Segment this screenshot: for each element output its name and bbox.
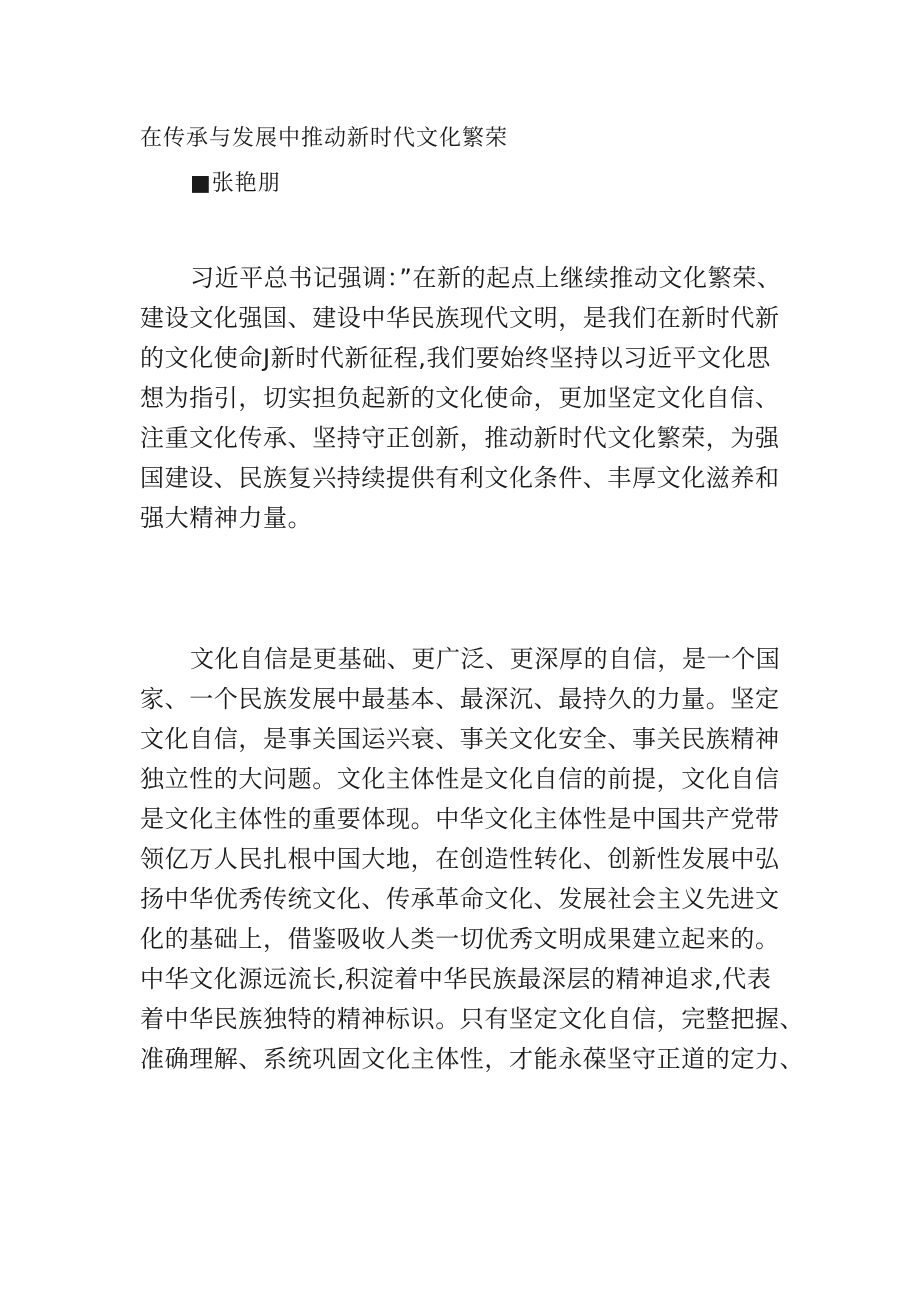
paragraph-line: 独立性的大问题。文化主体性是文化自信的前提，文化自信 xyxy=(140,765,780,793)
paragraph-line: 家、一个民族发展中最基本、最深沉、最持久的力量。坚定 xyxy=(140,685,780,713)
paragraph-line: 文化自信，是事关国运兴衰、事关文化安全、事关民族精神 xyxy=(140,725,780,753)
paragraph-line: 化的基础上，借鉴吸收人类一切优秀文明成果建立起来的。 xyxy=(140,925,780,953)
paragraph-line: 建设文化强国、建设中华民族现代文明，是我们在新时代新 xyxy=(140,304,780,332)
paragraph-line: 的文化使命J新时代新征程,我们要始终坚持以习近平文化思 xyxy=(140,344,771,372)
paragraph-line: 领亿万人民扎根中国大地，在创造性转化、创新性发展中弘 xyxy=(140,845,780,873)
article-title: 在传承与发展中推动新时代文化繁荣 xyxy=(140,126,509,151)
paragraph-line: 想为指引，切实担负起新的文化使命，更加坚定文化自信、 xyxy=(140,384,780,412)
paragraph-2 xyxy=(140,639,805,1079)
paragraph-line: 强大精神力量。 xyxy=(140,504,313,532)
paragraph-1 xyxy=(140,258,800,538)
paragraph-line: 习近平总书记强调：”在新的起点上继续推动文化繁荣、 xyxy=(190,264,782,292)
paragraph-line: 国建设、民族复兴持续提供有利文化条件、丰厚文化滋养和 xyxy=(140,464,780,492)
paragraph-line: 扬中华优秀传统文化、传承革命文化、发展社会主义先进文 xyxy=(140,885,780,913)
paragraph-line: 着中华民族独特的精神标识。只有坚定文化自信，完整把握、 xyxy=(140,1005,805,1033)
article-author: ■张艳朋 xyxy=(190,171,281,196)
paragraph-line: 注重文化传承、坚持守正创新，推动新时代文化繁荣，为强 xyxy=(140,424,780,452)
paragraph-line: 文化自信是更基础、更广泛、更深厚的自信，是一个国 xyxy=(190,645,781,673)
paragraph-line: 准确理解、系统巩固文化主体性，才能永葆坚守正道的定力、 xyxy=(140,1045,805,1073)
paragraph-line: 是文化主体性的重要体现。中华文化主体性是中国共产党带 xyxy=(140,805,780,833)
paragraph-line: 中华文化源远流长,积淀着中华民族最深层的精神追求,代表 xyxy=(140,965,772,993)
